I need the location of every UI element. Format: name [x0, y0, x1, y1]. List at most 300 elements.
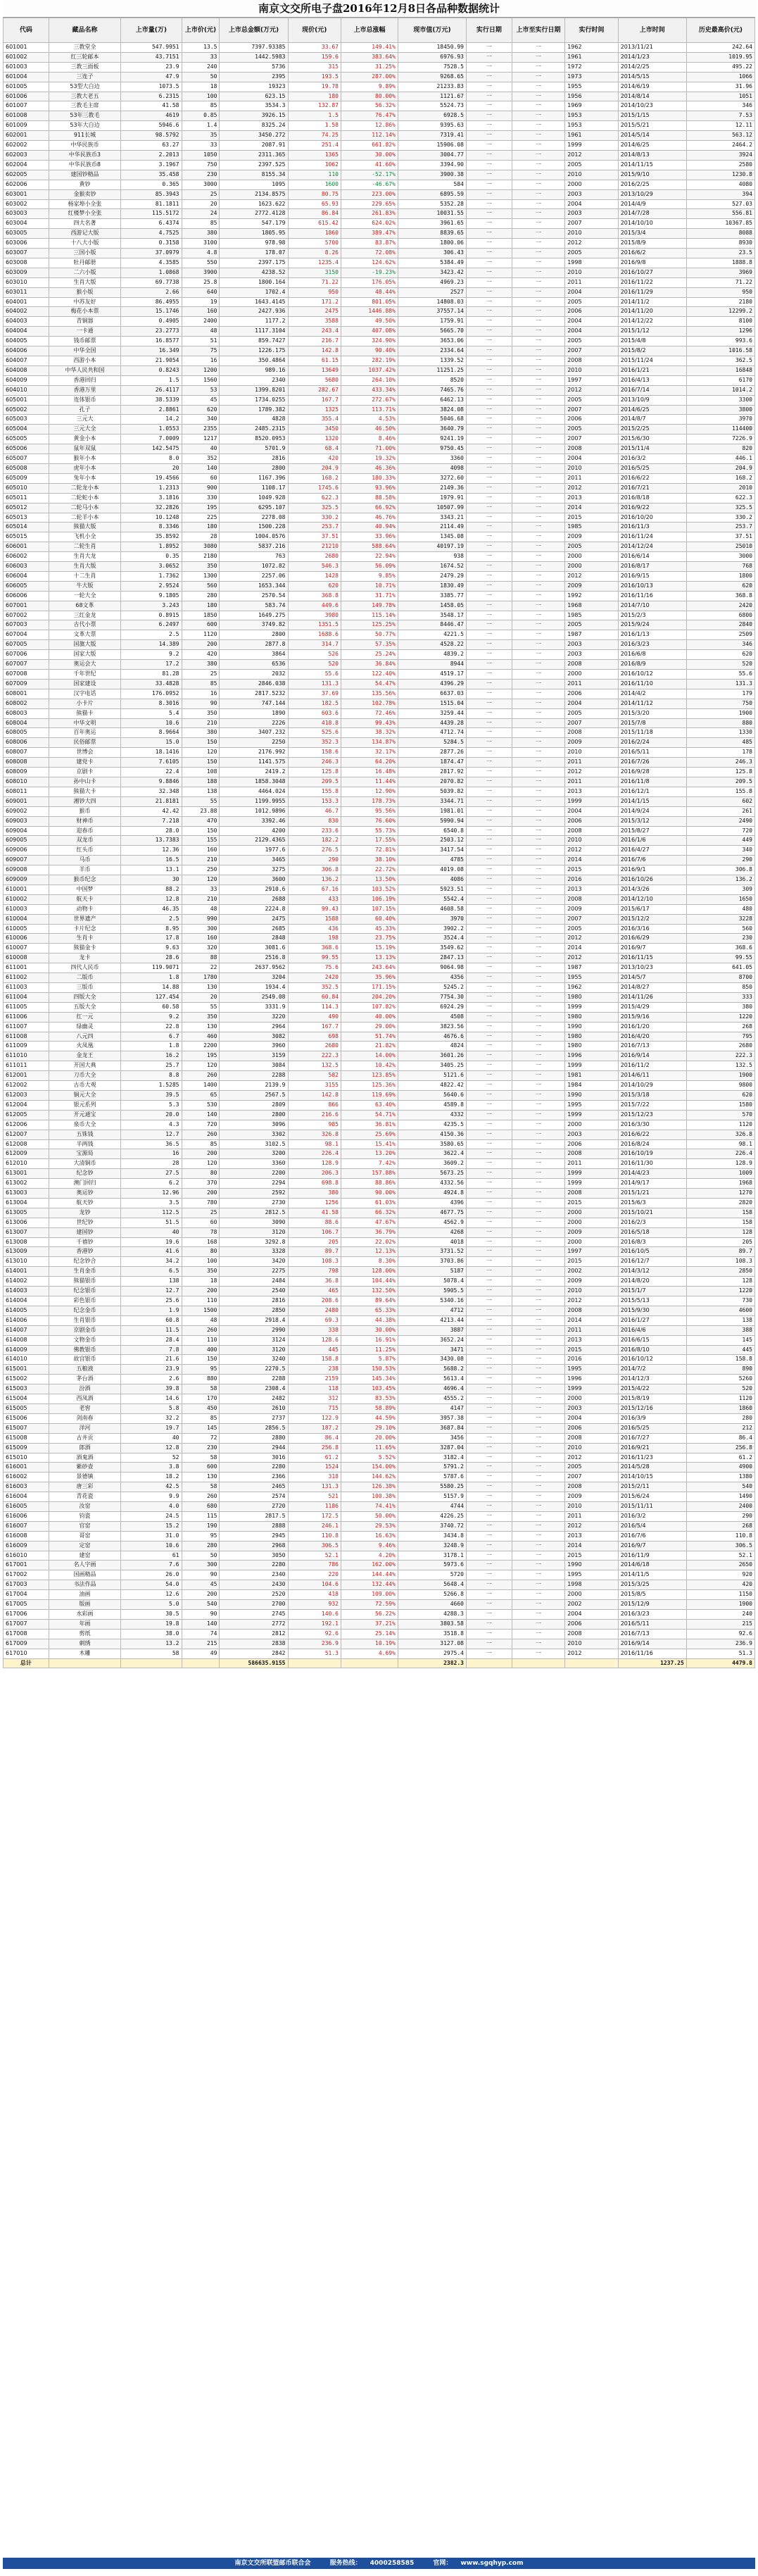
table-cell: 5046.68 — [398, 415, 466, 425]
table-cell: 520 — [686, 660, 754, 670]
table-cell: 香港回归 — [49, 375, 120, 385]
table-cell: 钧瓷 — [49, 1511, 120, 1521]
table-cell: 250 — [182, 865, 220, 875]
table-cell: 33 — [182, 884, 220, 894]
table-cell: 一 — [466, 1384, 512, 1394]
table-cell: 2015/8/9 — [618, 239, 686, 249]
table-cell: 一 — [512, 1081, 565, 1091]
table-row — [4, 1208, 755, 1218]
table-cell: 2637.9562 — [220, 963, 288, 973]
table-cell: 540 — [686, 1482, 754, 1492]
table-cell: 256.8 — [288, 1443, 341, 1453]
table-cell: 一 — [466, 836, 512, 846]
table-cell: 56.22% — [341, 1610, 398, 1620]
table-row — [4, 121, 755, 131]
table-cell: 一 — [512, 1169, 565, 1179]
table-cell: 一 — [512, 1473, 565, 1482]
table-cell: 2016/8/10 — [618, 1345, 686, 1355]
table-cell: 223.00% — [341, 189, 398, 199]
table-cell: 2812.5 — [220, 1208, 288, 1218]
table-cell: 624.02% — [341, 219, 398, 229]
table-cell: 4332.56 — [398, 1179, 466, 1189]
table-cell: 一 — [466, 1541, 512, 1551]
table-cell: 2820 — [686, 1198, 754, 1208]
table-cell: 12.7 — [121, 1287, 182, 1296]
table-cell: 61.2 — [288, 1453, 341, 1463]
table-cell: 35.8592 — [121, 532, 182, 542]
table-cell: 5.52% — [341, 1453, 398, 1463]
table-cell: 一 — [466, 1619, 512, 1629]
table-cell: 一 — [466, 1649, 512, 1658]
table-cell: 一 — [512, 258, 565, 268]
table-cell: 13649 — [288, 365, 341, 375]
table-cell: 2010 — [565, 463, 619, 473]
table-cell: 一 — [466, 904, 512, 914]
table-cell: 563.12 — [686, 131, 754, 141]
table-cell: 178 — [686, 748, 754, 758]
table-row — [4, 1032, 755, 1042]
table-cell: 613007 — [4, 1227, 49, 1237]
table-cell: 14.6 — [121, 1394, 182, 1404]
table-row — [4, 513, 755, 523]
table-cell: 276.5 — [288, 846, 341, 856]
table-cell: 330.2 — [288, 513, 341, 523]
table-cell: 383.64% — [341, 52, 398, 62]
table-cell: 160 — [182, 307, 220, 317]
table-cell: 2015/12/23 — [618, 1110, 686, 1120]
table-cell: 一 — [512, 1511, 565, 1521]
table-cell: 325.5 — [686, 503, 754, 513]
table-cell: 37.51 — [288, 532, 341, 542]
table-row — [4, 1443, 755, 1453]
table-cell: 53年大白边 — [49, 121, 120, 131]
table-cell: 一 — [512, 954, 565, 963]
table-cell: 2016/11/16 — [618, 591, 686, 601]
table-cell: 560 — [686, 924, 754, 934]
table-cell: 10031.55 — [398, 209, 466, 219]
table-cell: 3926.15 — [220, 111, 288, 121]
table-cell: 2334.64 — [398, 346, 466, 356]
table-cell: 4086 — [398, 875, 466, 885]
table-cell: 206.3 — [288, 1169, 341, 1179]
table-cell: 1649.275 — [220, 611, 288, 620]
table-cell: 19.78 — [288, 82, 341, 92]
table-cell: 2014/11/5 — [618, 1570, 686, 1580]
table-cell: 一 — [466, 82, 512, 92]
table-cell: 38.0 — [121, 1629, 182, 1639]
table-cell: 2850 — [686, 1267, 754, 1277]
table-cell: 560 — [182, 581, 220, 591]
table-cell: 607002 — [4, 611, 49, 620]
table-row — [4, 1139, 755, 1149]
table-cell: 104.44% — [341, 1277, 398, 1287]
table-cell: 一 — [466, 1511, 512, 1521]
table-cell: 1016.58 — [686, 346, 754, 356]
table-cell: 一 — [466, 101, 512, 111]
table-cell: 35.458 — [121, 170, 182, 180]
table-cell: 11.44% — [341, 777, 398, 787]
table-cell: 38.32% — [341, 728, 398, 738]
table-cell: 750 — [686, 699, 754, 708]
table-cell: 54.71% — [341, 1110, 398, 1120]
table-cell: 326.8 — [686, 1130, 754, 1139]
table-cell: 12.6 — [121, 1590, 182, 1600]
table-cell: 2772.4128 — [220, 209, 288, 219]
table-cell: 三教大老五 — [49, 92, 120, 101]
table-cell: 204.9 — [288, 463, 341, 473]
table-cell: 6.2497 — [121, 620, 182, 630]
table-cell: 253.7 — [288, 523, 341, 532]
table-cell: 一 — [466, 473, 512, 483]
table-cell: 2850 — [220, 1306, 288, 1315]
table-cell: 一 — [512, 337, 565, 346]
table-row — [4, 768, 755, 777]
table-cell: 一 — [466, 1179, 512, 1189]
table-cell: 1688.6 — [288, 630, 341, 640]
table-cell: 2817.5 — [220, 1511, 288, 1521]
table-cell: 128 — [686, 1227, 754, 1237]
table-cell: 47.67% — [341, 1218, 398, 1227]
table-cell: 2680 — [686, 1042, 754, 1051]
column-header: 历史最高价(元) — [686, 18, 754, 43]
table-cell: 4619 — [121, 111, 182, 121]
table-cell: 一 — [512, 562, 565, 572]
table-row — [4, 493, 755, 503]
table-cell: 28.0 — [121, 826, 182, 836]
table-cell: 2014/11/12 — [618, 699, 686, 708]
table-cell: 10.42% — [341, 1061, 398, 1071]
table-cell: 2427.936 — [220, 307, 288, 317]
table-cell: 611002 — [4, 973, 49, 983]
table-cell: 3275 — [220, 865, 288, 875]
table-cell: 6637.03 — [398, 689, 466, 699]
table-cell: 69.3 — [288, 1315, 341, 1325]
table-cell: 航天卡 — [49, 894, 120, 904]
table-cell: 一 — [466, 806, 512, 816]
table-cell: 2.5 — [121, 914, 182, 924]
table-cell: 60.84 — [288, 992, 341, 1002]
table-cell: 611007 — [4, 1022, 49, 1032]
table-cell: 1050 — [182, 150, 220, 160]
total-empty-cell — [341, 1658, 398, 1668]
table-cell: 608006 — [4, 738, 49, 748]
table-cell: 9.2 — [121, 1012, 182, 1022]
table-cell: 612001 — [4, 1071, 49, 1081]
table-cell: 3.0652 — [121, 562, 182, 572]
table-cell: 617005 — [4, 1600, 49, 1610]
table-cell: 600 — [182, 620, 220, 630]
table-cell: 620 — [686, 581, 754, 591]
table-cell: 4785 — [398, 856, 466, 865]
table-cell: 2010 — [565, 170, 619, 180]
table-cell: 605011 — [4, 493, 49, 503]
table-cell: 21.82% — [341, 1042, 398, 1051]
table-cell: 445 — [288, 1345, 341, 1355]
table-cell: 6976.93 — [398, 52, 466, 62]
table-cell: 一 — [512, 239, 565, 249]
table-cell: 609006 — [4, 846, 49, 856]
table-cell: 168.2 — [686, 473, 754, 483]
table-cell: 3824.08 — [398, 405, 466, 415]
table-cell: 2.8861 — [121, 405, 182, 415]
table-cell: 1345.08 — [398, 532, 466, 542]
table-cell: 5.8 — [121, 1403, 182, 1413]
table-cell: 1789.382 — [220, 405, 288, 415]
table-cell: 601007 — [4, 101, 49, 111]
table-cell: 52 — [121, 1453, 182, 1463]
table-cell: 一 — [512, 1482, 565, 1492]
table-row — [4, 944, 755, 954]
table-cell: 一 — [466, 1227, 512, 1237]
table-row — [4, 395, 755, 405]
table-cell: 607005 — [4, 640, 49, 650]
table-cell: 612009 — [4, 1149, 49, 1159]
table-cell: 2004 — [565, 287, 619, 297]
table-cell: 616010 — [4, 1551, 49, 1561]
table-cell: 纪念银币 — [49, 1287, 120, 1296]
table-cell: 612004 — [4, 1100, 49, 1110]
table-cell: 2610 — [220, 1403, 288, 1413]
table-cell: 2006 — [565, 1423, 619, 1433]
table-cell: 国画精品 — [49, 1570, 120, 1580]
table-cell: 2016/11/2 — [618, 1061, 686, 1071]
table-cell: 一 — [466, 562, 512, 572]
table-cell: 2005 — [565, 924, 619, 934]
table-cell: 三元大 — [49, 415, 120, 425]
table-cell: 142.5475 — [121, 444, 182, 454]
table-cell: 2288 — [220, 1071, 288, 1081]
table-cell: 23.9 — [121, 1365, 182, 1375]
table-row — [4, 1551, 755, 1561]
table-cell: 一 — [466, 1492, 512, 1502]
table-cell: 一 — [512, 826, 565, 836]
table-cell: 三元大全 — [49, 425, 120, 434]
table-cell: 2008 — [565, 728, 619, 738]
table-cell: 一 — [512, 405, 565, 415]
table-row — [4, 297, 755, 307]
table-cell: 一 — [512, 1179, 565, 1189]
table-cell: 一 — [466, 758, 512, 768]
table-cell: 2014/7/10 — [618, 601, 686, 611]
table-cell: 1.2313 — [121, 483, 182, 493]
table-cell: 40 — [182, 444, 220, 454]
table-row — [4, 1189, 755, 1199]
table-cell: 698 — [288, 1032, 341, 1042]
table-cell: 615009 — [4, 1443, 49, 1453]
table-cell: 240 — [686, 1610, 754, 1620]
column-header: 上市至实行日期 — [512, 18, 565, 43]
table-cell: 2014 — [565, 944, 619, 954]
table-cell: 29.53% — [341, 1521, 398, 1531]
table-cell: 614010 — [4, 1355, 49, 1365]
table-cell: 233.6 — [288, 826, 341, 836]
table-cell: 20.00% — [341, 1433, 398, 1443]
table-cell: 192.1 — [288, 1619, 341, 1629]
table-cell: 132.50% — [341, 1287, 398, 1296]
table-cell: 602002 — [4, 141, 49, 151]
table-cell: 246.3 — [686, 758, 754, 768]
table-cell: 四大名著 — [49, 219, 120, 229]
table-cell: 2250 — [220, 738, 288, 748]
table-cell: 一 — [512, 1198, 565, 1208]
table-cell: 106.19% — [341, 894, 398, 904]
table-cell: 钱币邮票 — [49, 337, 120, 346]
table-cell: 2014/5/14 — [618, 131, 686, 141]
table-cell: 604001 — [4, 297, 49, 307]
table-cell: 5648.4 — [398, 1580, 466, 1590]
table-cell: 71.22 — [288, 277, 341, 287]
table-cell: 613003 — [4, 1189, 49, 1199]
table-cell: 30.00% — [341, 1325, 398, 1335]
table-cell: 一 — [466, 425, 512, 434]
table-cell: 18.2 — [121, 1473, 182, 1482]
table-cell: 一轮大全 — [49, 591, 120, 601]
total-market_value: 2382.3 — [398, 1658, 466, 1668]
table-cell: 一 — [512, 72, 565, 82]
table-cell: 一 — [512, 1325, 565, 1335]
table-cell: 11.5 — [121, 1325, 182, 1335]
table-row — [4, 924, 755, 934]
table-row — [4, 1227, 755, 1237]
table-cell: 2014/1/23 — [618, 52, 686, 62]
table-cell: 5542.4 — [398, 894, 466, 904]
table-cell: 一 — [512, 601, 565, 611]
table-cell: 八元四 — [49, 1032, 120, 1042]
table-cell: 1955 — [565, 973, 619, 983]
table-cell: 2015/9/30 — [618, 1306, 686, 1315]
table-cell: 2011 — [565, 758, 619, 768]
table-cell: 一 — [466, 914, 512, 924]
table-row — [4, 229, 755, 239]
table-cell: 一 — [512, 1189, 565, 1199]
table-cell: 绿幽灵 — [49, 1022, 120, 1032]
table-cell: 1759.91 — [398, 317, 466, 327]
table-cell: 一 — [512, 836, 565, 846]
table-cell: 178.07 — [220, 249, 288, 258]
table-row — [4, 1100, 755, 1110]
table-cell: 1800.164 — [220, 277, 288, 287]
table-cell: 352.3 — [288, 738, 341, 748]
table-cell: 一 — [466, 1296, 512, 1306]
table-cell: 2015/6/17 — [618, 904, 686, 914]
table-cell: 民俗邮票 — [49, 738, 120, 748]
table-cell: 230 — [686, 934, 754, 944]
table-cell: 4.7525 — [121, 229, 182, 239]
table-cell: 306.5 — [288, 1541, 341, 1551]
table-cell: 355.4 — [288, 415, 341, 425]
table-cell: 28 — [182, 532, 220, 542]
table-cell: 3394.90 — [398, 160, 466, 170]
table-cell: 1999 — [565, 1002, 619, 1012]
table-cell: 4600 — [686, 1306, 754, 1315]
table-cell: 3050 — [220, 1551, 288, 1561]
table-cell: 一 — [466, 1208, 512, 1218]
table-row — [4, 1619, 755, 1629]
table-cell: 10.6 — [121, 1541, 182, 1551]
table-cell: 4676.6 — [398, 1032, 466, 1042]
table-cell: 22.72% — [341, 865, 398, 875]
table-cell: 309 — [686, 884, 754, 894]
table-cell: 2464.2 — [686, 141, 754, 151]
table-cell: 15.2 — [121, 1521, 182, 1531]
table-cell: 中国梦 — [49, 884, 120, 894]
table-cell: 一 — [466, 1531, 512, 1541]
table-cell: 21.6 — [121, 1355, 182, 1365]
table-cell: 615008 — [4, 1433, 49, 1443]
table-cell: 12.8 — [121, 894, 182, 904]
table-cell: 2014/11/2 — [618, 297, 686, 307]
table-cell: 一 — [512, 268, 565, 277]
table-cell: 一 — [512, 728, 565, 738]
table-cell: 五粮液 — [49, 1365, 120, 1375]
table-cell: 601002 — [4, 52, 49, 62]
table-cell: 铜元大全 — [49, 1090, 120, 1100]
table-cell: 603005 — [4, 229, 49, 239]
table-cell: 2180 — [182, 552, 220, 562]
table-cell: 佛教银币 — [49, 1345, 120, 1355]
table-cell: 611005 — [4, 1002, 49, 1012]
table-cell: 614007 — [4, 1325, 49, 1335]
table-row — [4, 1325, 755, 1335]
footer-phone[interactable]: 4000258585 — [369, 2560, 415, 2567]
table-cell: 3549.62 — [398, 944, 466, 954]
table-cell: 611009 — [4, 1042, 49, 1051]
table-row — [4, 277, 755, 287]
table-row — [4, 542, 755, 552]
table-cell: 1095 — [220, 180, 288, 189]
table-cell: 澳门回归 — [49, 1179, 120, 1189]
table-cell: 2006 — [565, 1619, 619, 1629]
table-cell: 938 — [398, 552, 466, 562]
table-cell: 58 — [182, 1384, 220, 1394]
table-cell: 二轮马小本 — [49, 503, 120, 513]
table-cell: 15.41% — [341, 1139, 398, 1149]
table-cell: 3096 — [220, 1120, 288, 1130]
table-cell: 2016/4/27 — [618, 846, 686, 856]
table-cell: 5905.5 — [398, 1287, 466, 1296]
table-cell: 2288 — [220, 1375, 288, 1384]
table-cell: 47.9 — [121, 72, 182, 82]
table-cell: 3740.72 — [398, 1521, 466, 1531]
table-cell: 2011 — [565, 277, 619, 287]
table-cell: 1121.67 — [398, 92, 466, 101]
table-cell: 58.89% — [341, 1403, 398, 1413]
table-cell: 74.25 — [288, 131, 341, 141]
table-cell: 2032 — [220, 670, 288, 680]
table-cell: 1996 — [565, 1375, 619, 1384]
table-cell: 4.20% — [341, 1551, 398, 1561]
table-cell: 48 — [182, 1315, 220, 1325]
table-cell: 2400 — [182, 317, 220, 327]
footer-site-link[interactable]: www.sgqhyp.com — [460, 2560, 524, 2567]
table-cell: 一 — [466, 924, 512, 934]
table-cell: 二轮蛇小本 — [49, 493, 120, 503]
table-cell: 2014 — [565, 1315, 619, 1325]
table-cell: 一 — [466, 777, 512, 787]
table-cell: 1.8952 — [121, 542, 182, 552]
table-cell: 2730 — [220, 1198, 288, 1208]
table-cell: 10.71% — [341, 581, 398, 591]
table-cell: 859.7427 — [220, 337, 288, 346]
table-row — [4, 1159, 755, 1169]
table-cell: 4839.2 — [398, 650, 466, 660]
total-empty-cell — [565, 1658, 619, 1668]
table-cell: 一 — [512, 513, 565, 523]
table-cell: 51 — [182, 337, 220, 346]
table-cell: 610004 — [4, 914, 49, 924]
table-cell: 2838 — [220, 1639, 288, 1649]
table-cell: 19323 — [220, 82, 288, 92]
